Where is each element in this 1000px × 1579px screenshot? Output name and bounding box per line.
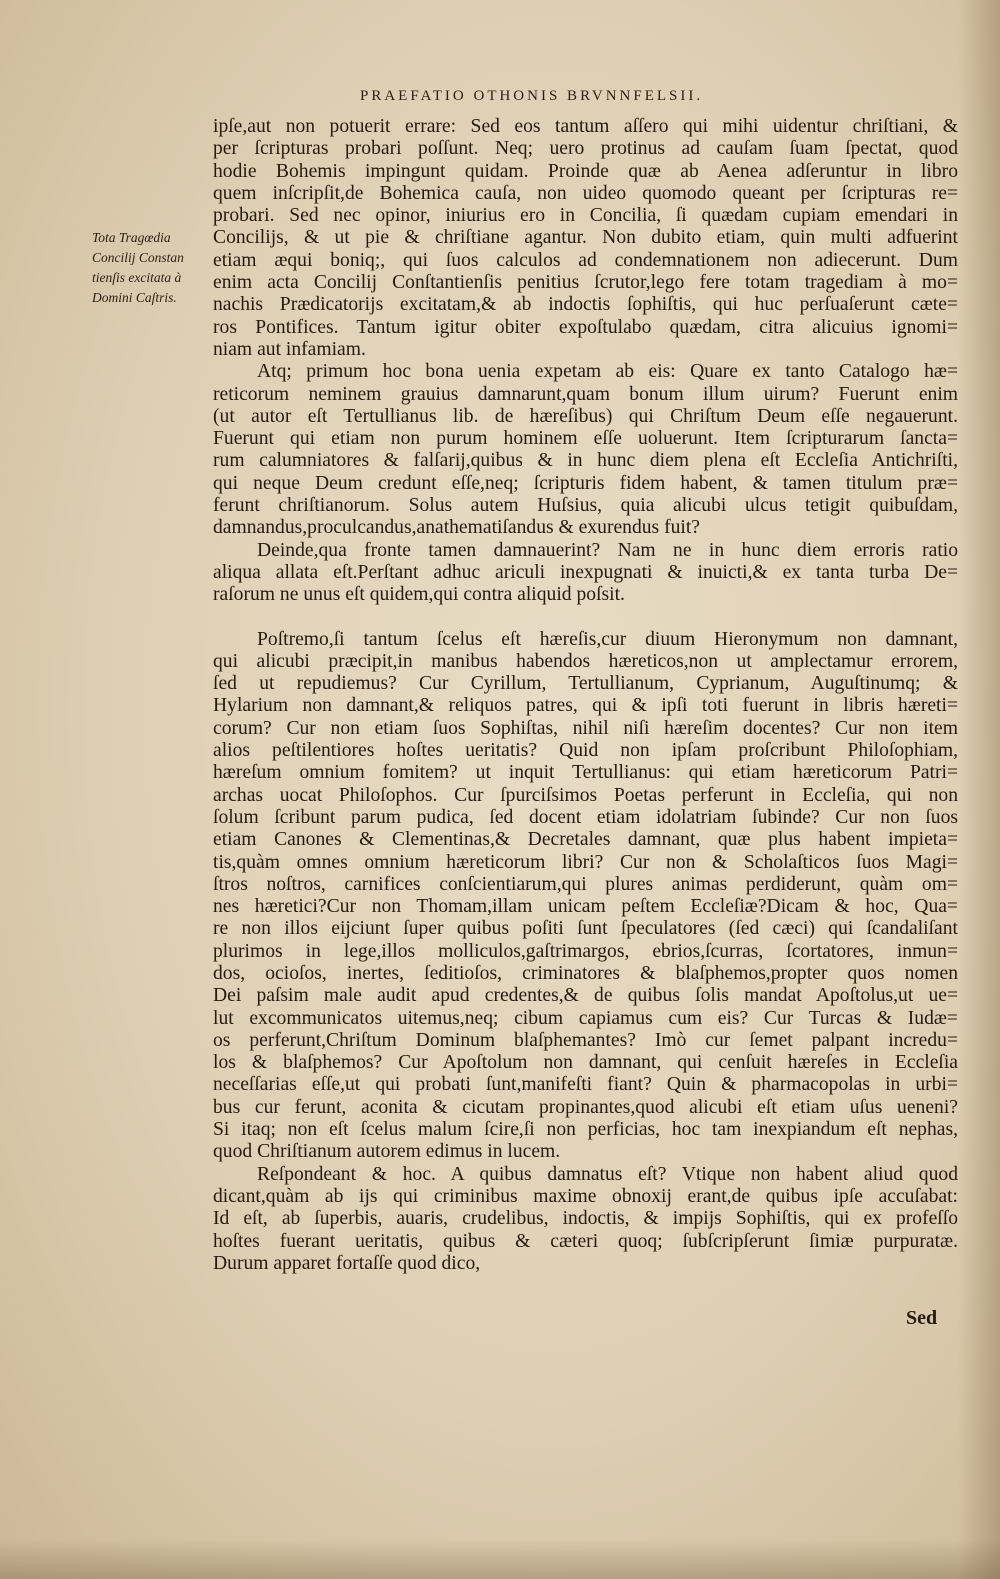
text-line: quem inſcripſit,de Bohemica cauſa, non uideo quomodo queant per ſcripturas re=: [213, 182, 958, 204]
marginal-note-line: Concilij Constan: [92, 250, 184, 265]
text-line: corum? Cur non etiam ſuos Sophiſtas, nihil niſi hæreſim docentes? Cur non item: [213, 717, 958, 739]
text-line: Id eſt, ab ſuperbis, auaris, crudelibus, indoctis, & impijs Sophiſtis, qui ex profeſſo: [213, 1208, 958, 1230]
text-line: plurimos in lege,illos molliculos,gaſtrimargos, ebrios,ſcurras, ſcortatores, inmun=: [213, 940, 958, 962]
text-line: dos, ocioſos, inertes, ſeditioſos, criminatores & blaſphemos,propter quos nomen: [213, 962, 958, 984]
text-line: ros Pontifices. Tantum igitur obiter expoſtulabo quædam, citra alicuius ignomi=: [213, 316, 958, 338]
text-line: neceſſarias eſſe,ut qui probati ſunt,manifeſti fiant? Quin & pharmacopolas in urbi=: [213, 1074, 958, 1096]
text-line: probari. Sed nec opinor, iniurius ero in Concilia, ſi quædam cupiam emendari in: [213, 205, 958, 227]
marginal-note-line: Tota Tragœdia: [92, 230, 171, 245]
marginal-note-line: Domini Caſtris.: [92, 290, 177, 305]
text-line: damnandus,proculcandus,anathematiſandus & exurendus fuit?: [213, 517, 700, 539]
text-line: Atq; primum hoc bona uenia expetam ab eis: Quare ex tanto Catalogo hæ=: [257, 361, 958, 383]
text-line: tis,quàm omnes omnium hæreticorum libri? Cur non & Scholaſticos ſuos Magi=: [213, 851, 958, 873]
text-line: qui neque Deum credunt eſſe,neq; ſcripturis fidem habent, & tamen titulum præ=: [213, 472, 958, 494]
text-line: niam aut infamiam.: [213, 338, 366, 360]
text-line: Reſpondeant & hoc. A quibus damnatus eſt? Vtique non habent aliud quod: [257, 1163, 958, 1185]
text-line: etiam Canones & Clementinas,& Decretales damnant, quæ plus habent impieta=: [213, 829, 958, 851]
text-line: enim acta Concilij Conſtantienſis penitius ſcrutor,lego fere totam tragediam à mo=: [213, 272, 958, 294]
text-line: qui alicubi præcipit,in manibus habendos hæreticos,non ut amplectamur errorem,: [213, 650, 958, 672]
text-line: bus cur ferunt, aconita & cicutam propinantes,quod alicubi eſt etiam uſus ueneni?: [213, 1096, 958, 1118]
text-line: ſed ut repudiemus? Cur Cyrillum, Tertullianum, Cyprianum, Auguſtinumq; &: [213, 673, 958, 695]
text-line: Durum apparet fortaſſe quod dico,: [213, 1252, 481, 1274]
paragraph-1: [213, 116, 958, 361]
text-line: lut excommunicatos uitemus,neq; cibum capiamus cum eis? Cur Turcas & Iudæ=: [213, 1007, 958, 1029]
paragraph-5: [213, 1164, 958, 1275]
text-line: archas uocat Philoſophos. Cur ſpurciſsimos Poetas perferunt in Eccleſia, qui non: [213, 784, 958, 806]
text-line: ſtros noſtros, carnifices conſcientiarum,qui plures animas perdiderunt, quàm om=: [213, 873, 958, 895]
paragraph-2: [213, 361, 958, 539]
text-line: Poſtremo,ſi tantum ſcelus eſt hæreſis,cur diuum Hieronymum non damnant,: [257, 628, 958, 650]
text-line: nes hæretici?Cur non Thomam,illam unicam peſtem Eccleſiæ?Dicam & hoc, Qua=: [213, 896, 958, 918]
text-line: aliqua allata eſt.Perſtant adhuc ariculi inexpugnati & inuicti,& ex tanta turba De=: [213, 561, 958, 583]
text-line: rum calumniatores & falſarij,quibus & in hunc diem plena eſt Eccleſia Antichriſti,: [213, 450, 958, 472]
paragraph-4: [213, 629, 958, 1164]
text-line: Concilijs, & ut pie & chriſtiane agantur. Non dubito etiam, quin multi adfuerint: [213, 227, 958, 249]
marginal-note-line: tienſis excitata à: [92, 270, 182, 285]
page-bottom-shadow: [0, 1539, 1000, 1579]
page-edge-shadow: [958, 0, 1000, 1579]
body-text: [213, 116, 958, 1275]
text-line: Dei paſsim male audit apud credentes,& de quibus ſolis mandat Apoſtolus,ut ue=: [213, 985, 958, 1007]
text-line: ferunt chriſtianorum. Solus autem Huſsius, quia alicubi ulcus tetigit quibuſdam,: [213, 495, 958, 517]
text-line: hoſtes fuerant ueritatis, quibus & cæteri quoq; ſubſcripſerunt ſimiæ purpuratæ.: [213, 1230, 958, 1252]
text-line: quod Chriſtianum autorem edimus in lucem.: [213, 1141, 561, 1163]
text-line: os perferunt,Chriſtum Dominum blaſphemantes? Imò cur ſemet palpant incredu=: [213, 1029, 958, 1051]
marginal-note: [92, 228, 210, 308]
text-line: re non illos eijciunt ſuper quibus poſiti ſunt ſpeculatores (ſed cæci) qui ſcandaliſant: [213, 918, 958, 940]
text-line: per ſcripturas probari poſſunt. Neq; uero protinus ad cauſam ſuam ſpectat, quod: [213, 138, 958, 160]
text-line: nachis Prædicatorijs excitatam,& ab indoctis ſophiſtis, qui huc perſuaſerunt cæte=: [213, 294, 958, 316]
text-line: (ut autor eſt Tertullianus lib. de hæreſibus) qui Chriſtum Deum eſſe negauerunt.: [213, 405, 958, 427]
catchword: Sed: [906, 1307, 938, 1329]
text-line: ſolum ſcribunt parum pudica, ſed docent etiam idolatriam ſubinde? Cur non ſuos: [213, 806, 958, 828]
text-line: reticorum neminem grauius damnarunt,quam bonum illum uirum? Fuerunt enim: [213, 383, 958, 405]
text-line: Deinde,qua fronte tamen damnauerint? Nam ne in hunc diem erroris ratio: [257, 539, 958, 561]
text-line: hæreſum omnium fomitem? ut inquit Tertullianus: qui etiam hæreticorum Patri=: [213, 762, 958, 784]
text-line: Hylarium non damnant,& reliquos patres, qui & ipſi toti fuerunt in libris hæreti=: [213, 695, 958, 717]
text-line: los & blaſphemos? Cur Apoſtolum non damnant, qui cenſuit hæreſes in Eccleſia: [213, 1052, 958, 1074]
text-line: Si itaq; non eſt ſcelus malum ſcire,ſi non perficias, hoc tam inexpiandum eſt nephas,: [213, 1119, 958, 1141]
text-line: hodie Bohemis impingunt quidam. Proinde quæ ab Aenea adſeruntur in libro: [213, 160, 958, 182]
text-line: raſorum ne unus eſt quidem,qui contra aliquid poſsit.: [213, 584, 625, 606]
text-line: ipſe,aut non potuerit errare: Sed eos tantum aſſero qui mihi uidentur chriſtiani, &: [213, 116, 958, 137]
text-line: dicant,quàm ab ijs qui criminibus maxime obnoxij erant,de quibus ipſe accuſabat:: [213, 1185, 958, 1207]
text-line: alios peſtilentiores hoſtes ueritatis? Quid non ipſam proſcribunt Philoſophiam,: [213, 740, 958, 762]
paragraph-3: [213, 540, 958, 607]
text-line: Fuerunt qui etiam non purum hominem eſſe uoluerunt. Item ſcripturarum ſancta=: [213, 428, 958, 450]
running-head: PRAEFATIO OTHONIS BRVNNFELSII.: [360, 88, 704, 104]
paragraph-gap: [213, 607, 958, 629]
text-line: etiam æqui boniq;, qui ſuos calculos ad condemnationem non adiecerunt. Dum: [213, 249, 958, 271]
